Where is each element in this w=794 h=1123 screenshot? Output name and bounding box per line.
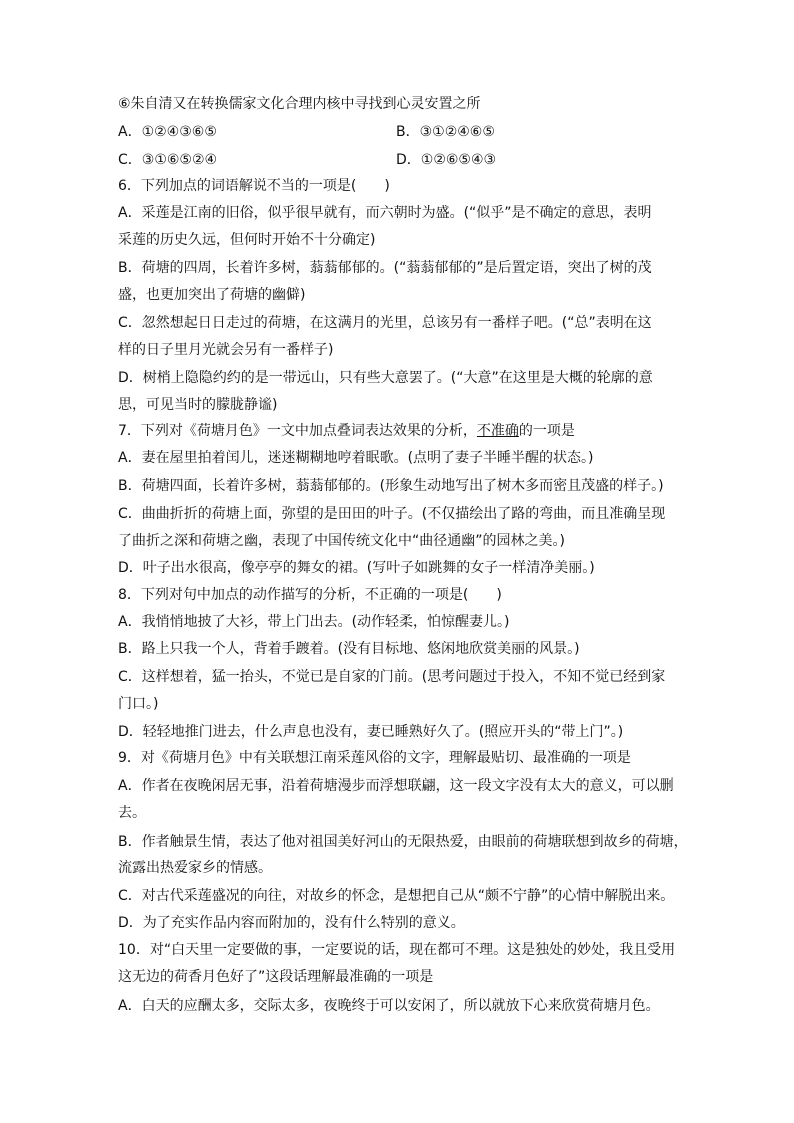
q7-option-b: B．荷塘四面，长着许多树，蓊蓊郁郁的。(形象生动地写出了树木多而密且茂盛的样子。) — [118, 478, 664, 494]
q7-stem-suffix: 的一项是 — [518, 423, 575, 439]
q7-stem-prefix: 7．下列对《荷塘月色》一文中加点叠词表达效果的分析， — [118, 423, 477, 439]
q9-option-b-line2: 流露出热爱家乡的情感。 — [118, 860, 272, 876]
q6-option-a-line1: A．采莲是江南的旧俗，似乎很早就有，而六朝时为盛。(“似乎”是不确定的意思，表明 — [118, 205, 652, 221]
q8-option-a: A．我悄悄地披了大衫，带上门出去。(动作轻柔，怕惊醒妻儿。) — [118, 614, 510, 630]
q10-stem-line1: 10．对“白天里一定要做的事，一定要说的话，现在都可不理。这是独处的妙处，我且受用 — [118, 942, 676, 958]
q9-option-b-line1: B．作者触景生情，表达了他对祖国美好河山的无限热爱，由眼前的荷塘联想到故乡的荷塘， — [118, 834, 688, 850]
q7-stem — [118, 421, 575, 441]
q5-option-c: C．③①⑥⑤②④ — [118, 152, 218, 168]
q8-option-c-line2: 门口。) — [118, 696, 159, 712]
q6-option-b-line1: B．荷塘的四周，长着许多树，蓊蓊郁郁的。(“蓊蓊郁郁的”是后置定语，突出了树的茂 — [118, 260, 652, 276]
q8-stem: 8．下列对句中加点的动作描写的分析，不正确的一项是( ) — [118, 587, 502, 603]
q9-option-a-line2: 去。 — [118, 805, 146, 821]
q7-option-d: D．叶子出水很高，像亭亭的舞女的裙。(写叶子如跳舞的女子一样清净美丽。) — [118, 560, 595, 576]
q6-option-d-line1: D．树梢上隐隐约约的是一带远山，只有些大意罢了。(“大意”在这里是大概的轮廓的意 — [118, 370, 653, 386]
q5-option-b: B．③①②④⑥⑤ — [396, 124, 495, 140]
q6-option-d-line2: 思，可见当时的朦胧静谧) — [118, 397, 278, 413]
q7-option-c-line1: C．曲曲折折的荷塘上面，弥望的是田田的叶子。(不仅描绘出了路的弯曲，而且准确呈现 — [118, 506, 666, 522]
q7-option-c-line2: 了曲折之深和荷塘之幽，表现了中国传统文化中“曲径通幽”的园林之美。) — [118, 533, 565, 549]
q9-option-d: D．为了充实作品内容而附加的，没有什么特别的意义。 — [118, 915, 465, 931]
q7-option-a: A．妻在屋里拍着闰儿，迷迷糊糊地哼着眠歌。(点明了妻子半睡半醒的状态。) — [118, 450, 594, 466]
q5-option-d: D．①②⑥⑤④③ — [396, 152, 497, 168]
q6-option-a-line2: 采莲的历史久远，但何时开始不十分确定) — [118, 232, 376, 248]
q6-option-b-line2: 盛，也更加突出了荷塘的幽僻) — [118, 287, 306, 303]
q6-option-c-line2: 样的日子里月光就会另有一番样子) — [118, 342, 334, 358]
q6-stem: 6．下列加点的词语解说不当的一项是( ) — [118, 178, 390, 194]
q9-option-a-line1: A．作者在夜晚闲居无事，沿着荷塘漫步而浮想联翩，这一段文字没有太大的意义，可以删 — [118, 778, 674, 794]
q8-option-c-line1: C．这样想着，猛一抬头，不觉已是自家的门前。(思考问题过于投入，不知不觉已经到家 — [118, 669, 666, 685]
q9-stem: 9．对《荷塘月色》中有关联想江南采莲风俗的文字，理解最贴切、最准确的一项是 — [118, 750, 631, 766]
q5-item-6: ⑥朱自清又在转换儒家文化合理内核中寻找到心灵安置之所 — [118, 96, 481, 112]
q6-option-c-line1: C．忽然想起日日走过的荷塘，在这满月的光里，总该另有一番样子吧。(“总”表明在这 — [118, 315, 652, 331]
q8-option-d: D．轻轻地推门进去，什么声息也没有，妻已睡熟好久了。(照应开头的“带上门”。) — [118, 724, 624, 740]
q9-option-c: C．对古代采莲盛况的向往，对故乡的怀念，是想把自己从“颇不宁静”的心情中解脱出来。 — [118, 888, 675, 904]
q7-stem-underlined: 不准确 — [476, 423, 519, 439]
q5-option-a: A．①②④③⑥⑤ — [118, 124, 217, 140]
q8-option-b: B．路上只我一个人，背着手踱着。(没有目标地、悠闲地欣赏美丽的风景。) — [118, 641, 580, 657]
q10-option-a: A．白天的应酬太多，交际太多，夜晚终于可以安闲了，所以就放下心来欣赏荷塘月色。 — [118, 998, 660, 1014]
q10-stem-line2: 这无边的荷香月色好了”这段话理解最准确的一项是 — [118, 969, 434, 985]
